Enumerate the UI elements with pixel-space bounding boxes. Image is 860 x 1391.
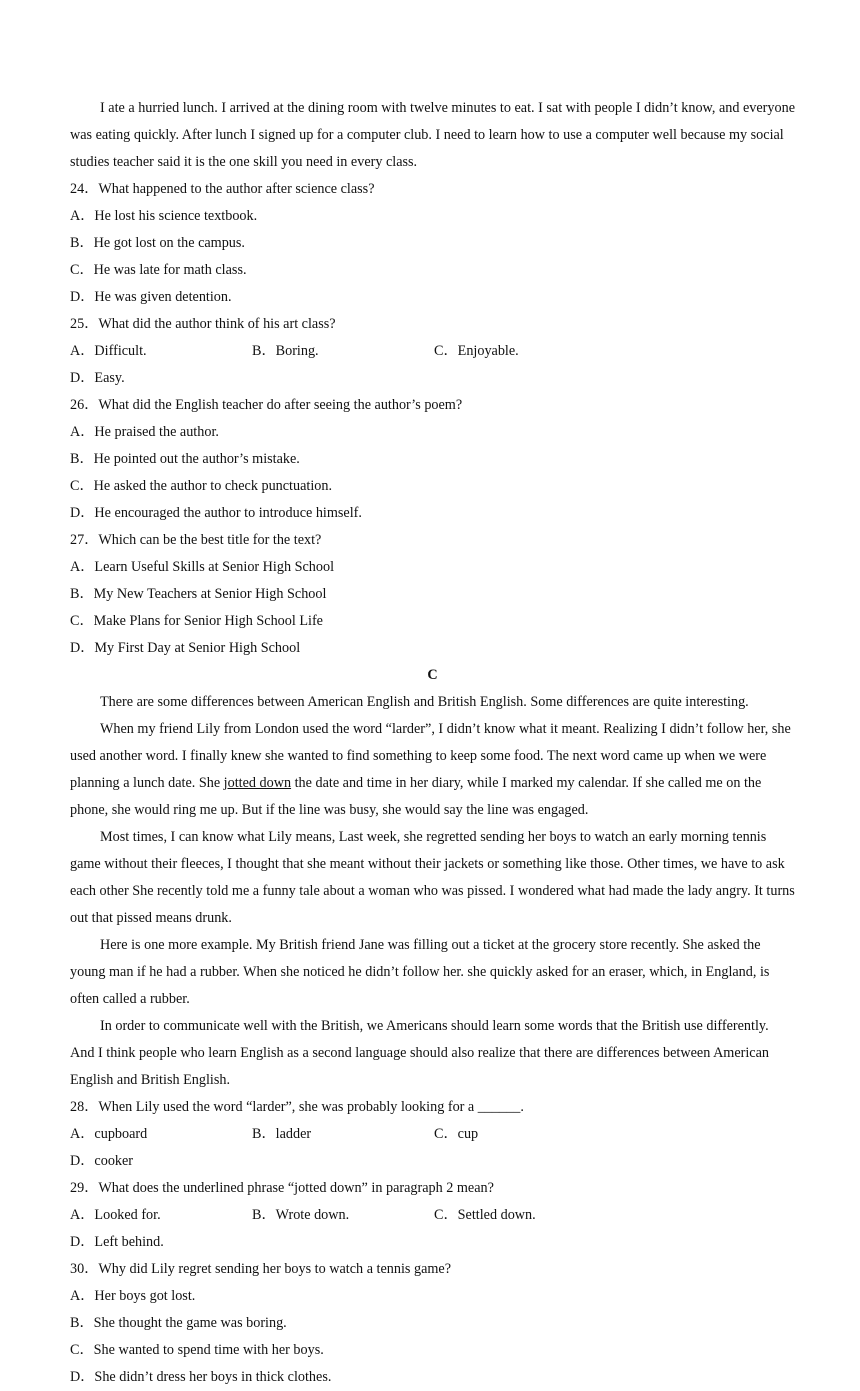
option-a: A．Looked for.	[70, 1207, 161, 1223]
option-c: C．He was late for math class.	[70, 262, 247, 278]
option-b: B．ladder	[252, 1126, 312, 1142]
question-25-options	[70, 338, 795, 392]
document-page	[70, 95, 795, 1391]
option-a: A．Learn Useful Skills at Senior High School	[70, 559, 335, 575]
question-25	[70, 311, 795, 392]
question-28-text: 28．When Lily used the word “larder”, she was probably looking for a ______.	[70, 1099, 524, 1115]
question-24-options	[70, 203, 795, 311]
passage-b-closing-paragraph: I ate a hurried lunch. I arrived at the dining room with twelve minutes to eat. I sat with people I didn’t know, and everyone was eating quickly. After lunch I signed up for a computer club. I need to learn how to use a computer well because my social studies teacher said it is the one skill you need in every class.	[70, 100, 795, 170]
passage-c-paragraph-1: There are some differences between American English and British English. Some differences are quite interesting.	[100, 694, 749, 710]
option-a: A．Difficult.	[70, 343, 147, 359]
question-30-options	[70, 1283, 795, 1391]
option-b: B．Wrote down.	[252, 1207, 350, 1223]
question-28-options	[70, 1121, 795, 1175]
question-24	[70, 176, 795, 311]
section-c-heading: C	[427, 667, 438, 683]
underlined-phrase: jotted down	[223, 775, 292, 791]
option-c: C．cup	[434, 1126, 479, 1142]
passage-c-paragraph-4: Here is one more example. My British friend Jane was filling out a ticket at the grocery store recently. She asked the young man if he had a rubber. When she noticed he didn’t follow her. she quickly asked for an eraser, which, in England, is often called a rubber.	[70, 937, 770, 1007]
option-b: B．My New Teachers at Senior High School	[70, 586, 327, 602]
option-c: C．He asked the author to check punctuation.	[70, 478, 332, 494]
question-30-text: 30．Why did Lily regret sending her boys to watch a tennis game?	[70, 1261, 451, 1277]
question-28	[70, 1094, 795, 1175]
option-d: D．cooker	[70, 1153, 134, 1169]
option-c: C．Enjoyable.	[434, 343, 519, 359]
option-d: D．Easy.	[70, 370, 125, 386]
question-27	[70, 527, 795, 662]
question-29-options	[70, 1202, 795, 1256]
question-25-text: 25．What did the author think of his art class?	[70, 316, 336, 332]
option-d: D．She didn’t dress her boys in thick clothes.	[70, 1369, 332, 1385]
option-c: C．She wanted to spend time with her boys.	[70, 1342, 324, 1358]
option-b: B．Boring.	[252, 343, 319, 359]
question-24-text: 24．What happened to the author after science class?	[70, 181, 375, 197]
option-d: D．He was given detention.	[70, 289, 232, 305]
option-d: D．He encouraged the author to introduce himself.	[70, 505, 362, 521]
option-d: D．Left behind.	[70, 1234, 164, 1250]
question-27-options	[70, 554, 795, 662]
option-a: A．Her boys got lost.	[70, 1288, 196, 1304]
option-a: A．He lost his science textbook.	[70, 208, 258, 224]
option-a: A．He praised the author.	[70, 424, 219, 440]
question-30	[70, 1256, 795, 1391]
option-b: B．He pointed out the author’s mistake.	[70, 451, 300, 467]
paragraph-2-text-before: When my friend Lily from London used the word “larder”, I didn’t know what it meant. Realizing I didn’t follow her, she used another word. I finally knew she wanted to find something to keep some food. The next word came up when we were planning a lunch date. She	[70, 721, 791, 791]
question-26-options	[70, 419, 795, 527]
option-a: A．cupboard	[70, 1126, 148, 1142]
question-29-text: 29．What does the underlined phrase “jotted down” in paragraph 2 mean?	[70, 1180, 494, 1196]
passage-c-paragraph-3: Most times, I can know what Lily means, Last week, she regretted sending her boys to watch an early morning tennis game without their fleeces, I thought that she meant without their jackets or something like those. Other times, we have to ask each other She recently told me a funny tale about a woman who was pissed. I wondered what had made the lady angry. It turns out that pissed means drunk.	[70, 829, 795, 926]
option-d: D．My First Day at Senior High School	[70, 640, 301, 656]
paragraph-2-text-after: the date and time in her diary, while I marked my calendar. If she called me on the phone, she would ring me up. But if the line was busy, she would say the line was engaged.	[70, 775, 762, 818]
option-b: B．She thought the game was boring.	[70, 1315, 287, 1331]
passage-c-paragraph-5: In order to communicate well with the British, we Americans should learn some words that the British use differently. And I think people who learn English as a second language should also realize that there are differences between American English and British English.	[70, 1018, 769, 1088]
passage-c-paragraph-2	[70, 716, 795, 824]
option-c: C．Settled down.	[434, 1207, 536, 1223]
option-b: B．He got lost on the campus.	[70, 235, 245, 251]
question-26-text: 26．What did the English teacher do after seeing the author’s poem?	[70, 397, 463, 413]
option-c: C．Make Plans for Senior High School Life	[70, 613, 323, 629]
question-27-text: 27．Which can be the best title for the text?	[70, 532, 322, 548]
question-26	[70, 392, 795, 527]
